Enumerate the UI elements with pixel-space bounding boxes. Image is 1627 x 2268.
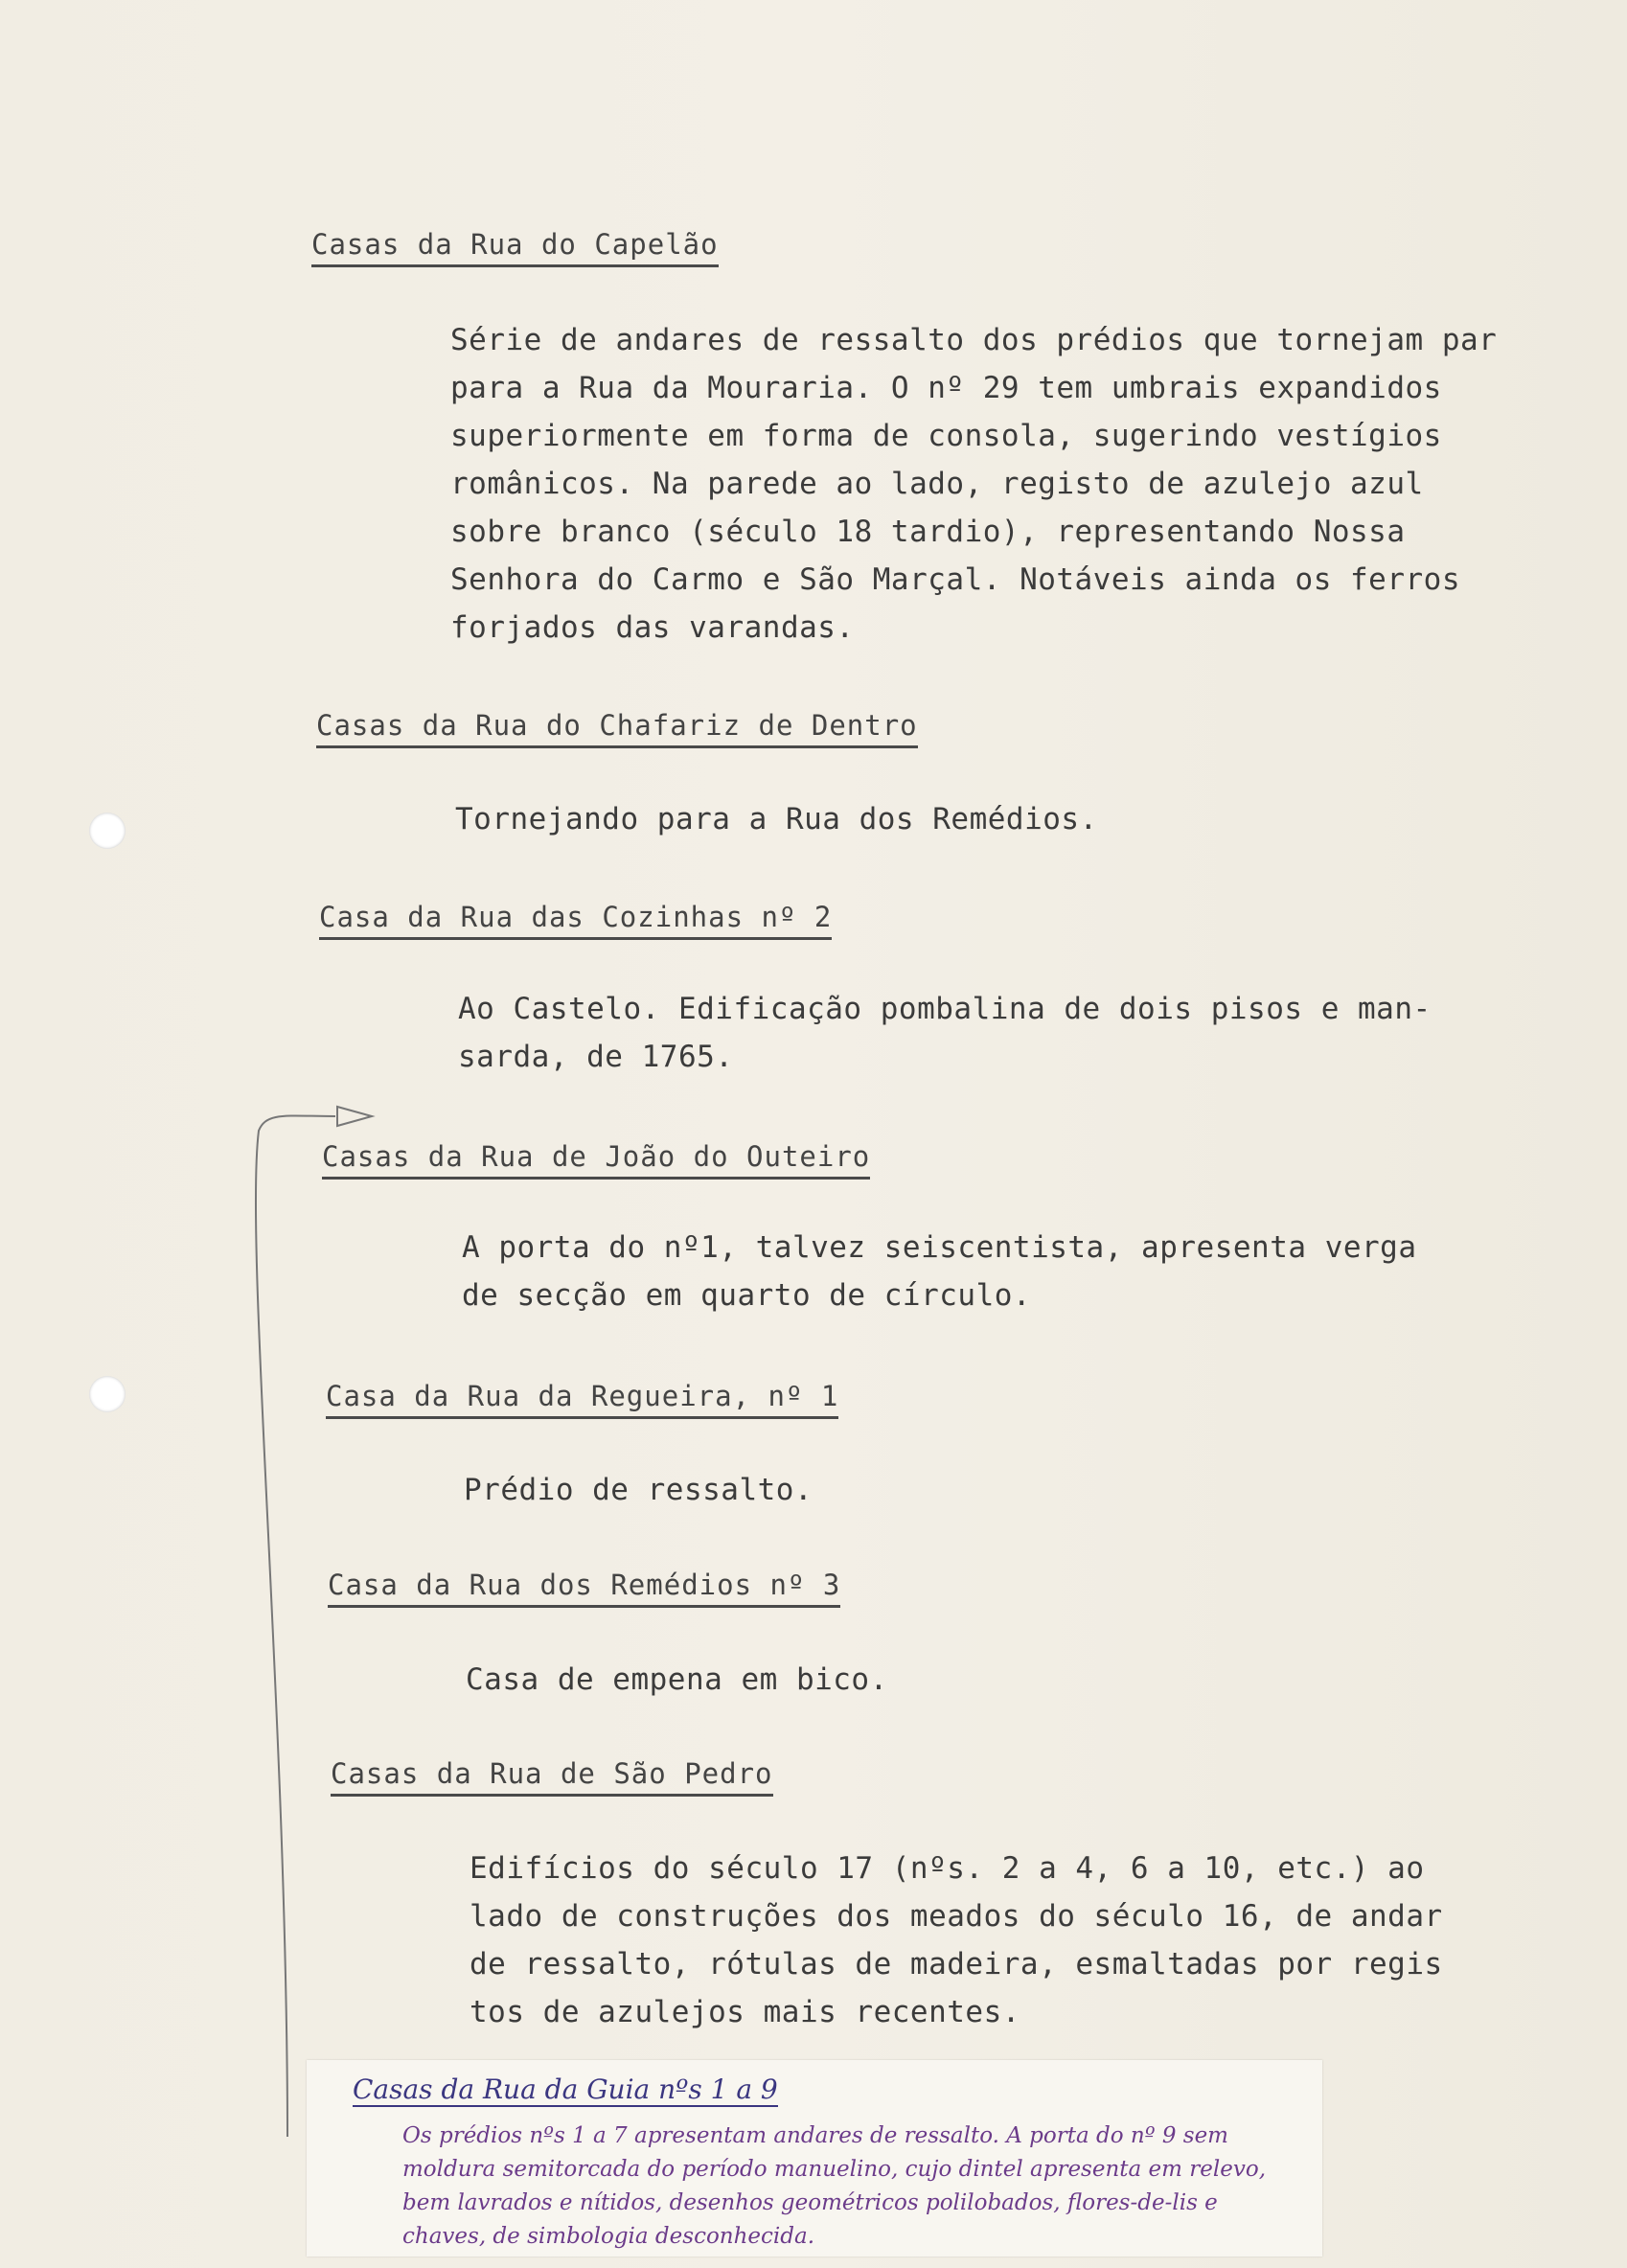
- handwritten-note: [307, 2060, 1322, 2257]
- section-body: Tornejando para a Rua dos Remédios.: [455, 802, 1098, 836]
- section-body: Casa de empena em bico.: [466, 1662, 888, 1697]
- section-cozinhas-body: [458, 985, 1432, 1081]
- section-sao-pedro: [331, 1757, 773, 1797]
- section-regueira: [326, 1380, 838, 1419]
- section-remedios-body: [466, 1656, 888, 1704]
- section-remedios: [328, 1569, 840, 1608]
- section-sao-pedro-body: [470, 1844, 1443, 2036]
- section-body: Prédio de ressalto.: [464, 1473, 814, 1507]
- section-joao-outeiro: [322, 1140, 870, 1180]
- section-joao-outeiro-body: [462, 1224, 1417, 1319]
- section-chafariz-body: [455, 795, 1098, 843]
- section-heading: Casas da Rua do Chafariz de Dentro: [316, 709, 918, 748]
- section-cozinhas: [319, 901, 832, 940]
- section-body: Edifícios do século 17 (nºs. 2 a 4, 6 a 10, etc.) ao lado de construções dos meados do século 16, de andar de ressalto, rótulas de madeira, esmaltadas por regis tos de azulejos mais recentes.: [470, 1851, 1443, 2029]
- section-body: Ao Castelo. Edificação pombalina de dois pisos e man- sarda, de 1765.: [458, 992, 1432, 1074]
- section-heading: Casas da Rua de São Pedro: [331, 1757, 773, 1797]
- section-capelao-body: [450, 316, 1497, 652]
- section-capelao: [311, 228, 719, 267]
- note-body: Os prédios nºs 1 a 7 apresentam andares de ressalto. A porta do nº 9 sem moldura semitorcada do período manuelino, cujo dintel apresenta em relevo, bem lavrados e nítidos, desenhos geométricos polilobados, flores-de-lis e chaves, de simbologia desconhecida.: [402, 2123, 1267, 2249]
- section-heading: Casas da Rua de João do Outeiro: [322, 1140, 870, 1180]
- section-regueira-body: [464, 1466, 813, 1514]
- section-heading: Casa da Rua das Cozinhas nº 2: [319, 901, 832, 940]
- section-heading: Casa da Rua da Regueira, nº 1: [326, 1380, 838, 1419]
- section-heading: Casa da Rua dos Remédios nº 3: [328, 1569, 840, 1608]
- section-heading: Casas da Rua do Capelão: [311, 228, 719, 267]
- section-body: Série de andares de ressalto dos prédios que tornejam par para a Rua da Mouraria. O nº 29 tem umbrais expandidos superiormente em forma de consola, sugerindo vestígios românicos. Na parede ao lado, registo de azulejo azul sobre branco (século 18 tardio), representando Nossa Senhora do Carmo e São Marçal. Notáveis ainda os ferros forjados das varandas.: [450, 323, 1498, 645]
- note-title: Casas da Rua da Guia nºs 1 a 9: [353, 2073, 778, 2105]
- section-body: A porta do nº1, talvez seiscentista, apresenta verga de secção em quarto de círculo.: [462, 1230, 1417, 1313]
- section-chafariz: [316, 709, 918, 748]
